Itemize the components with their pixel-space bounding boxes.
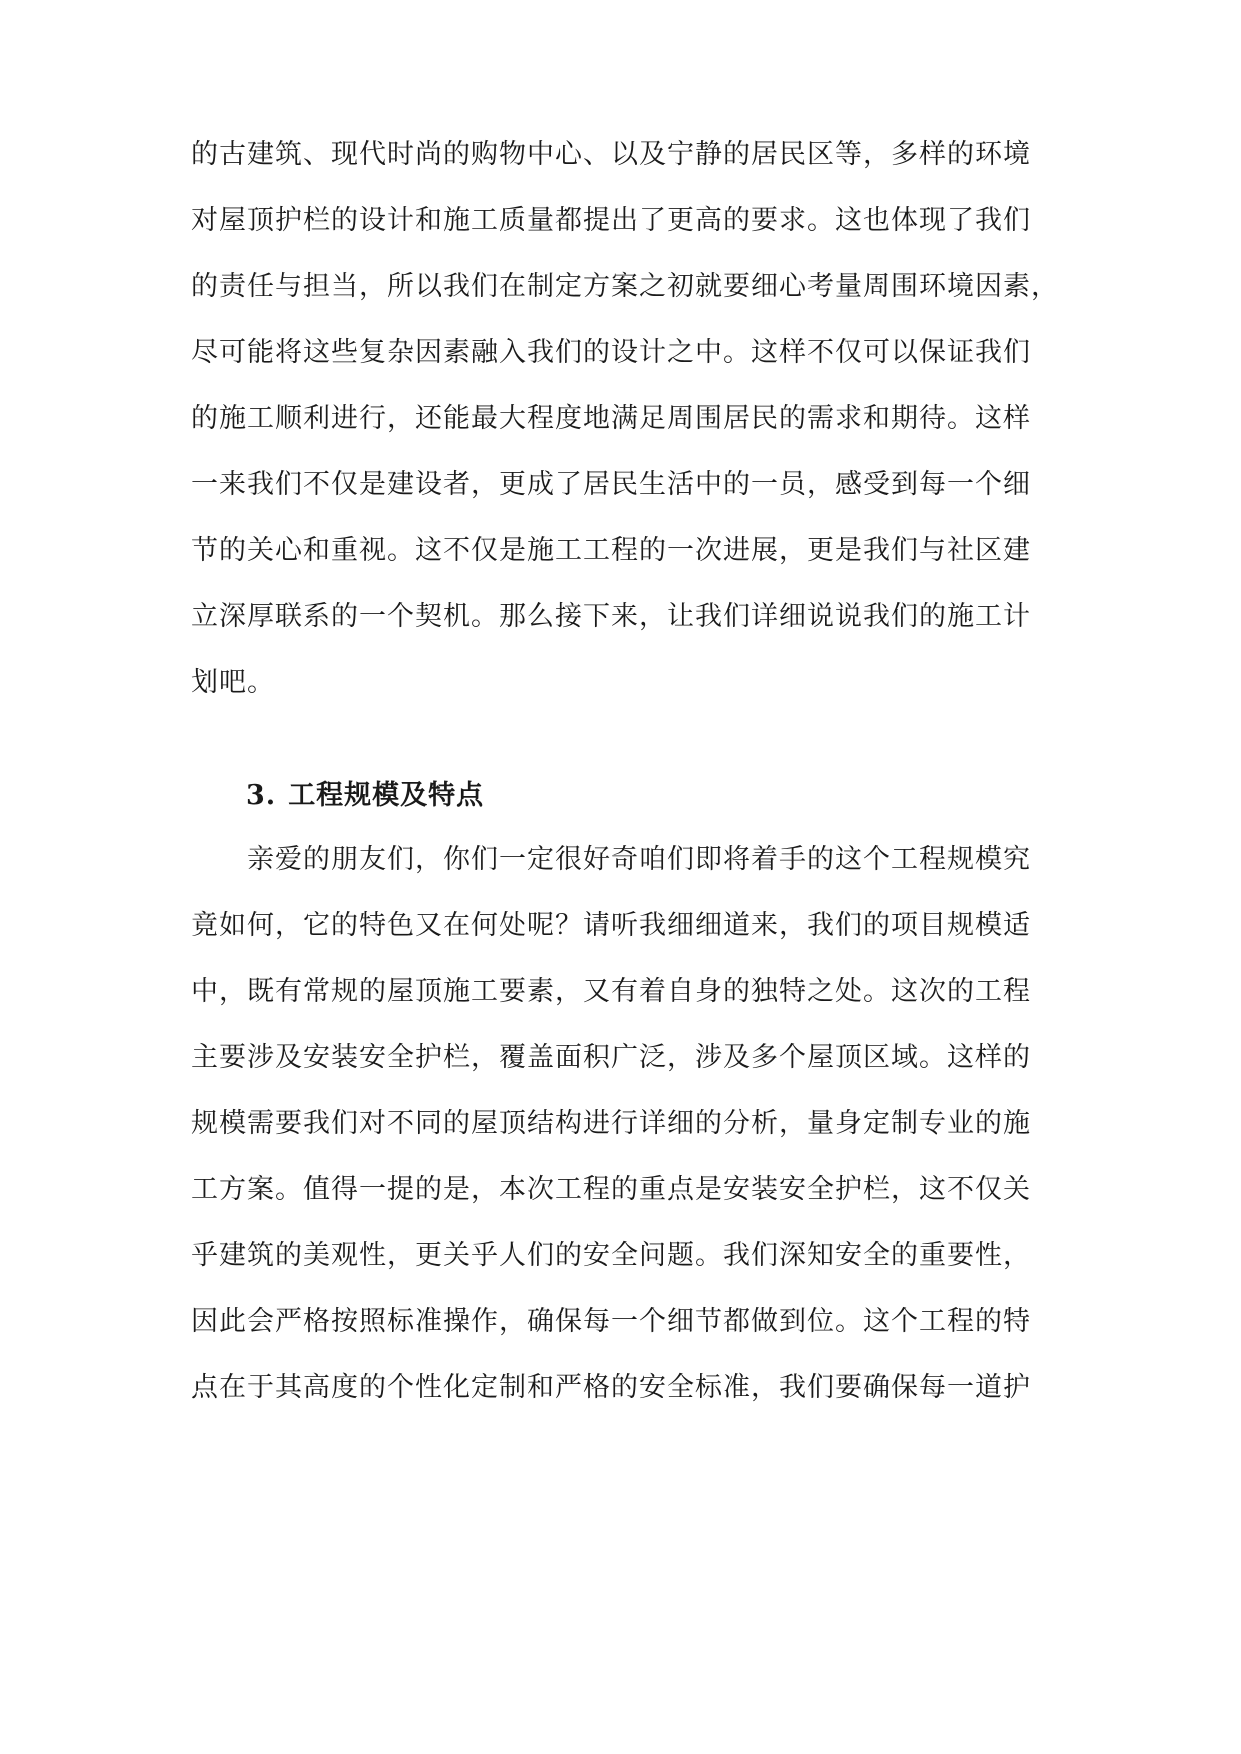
paragraph-line: 对屋顶护栏的设计和施工质量都提出了更高的要求。这也体现了我们 [191, 205, 1031, 236]
paragraph-line: 中，既有常规的屋顶施工要素，又有着自身的独特之处。这次的工程 [191, 976, 1031, 1007]
paragraph-line: 节的关心和重视。这不仅是施工工程的一次进展，更是我们与社区建 [191, 535, 1031, 566]
paragraph-line: 的古建筑、现代时尚的购物中心、以及宁静的居民区等，多样的环境 [191, 139, 1031, 170]
paragraph-line: 因此会严格按照标准操作，确保每一个细节都做到位。这个工程的特 [191, 1306, 1031, 1337]
paragraph-line: 亲爱的朋友们，你们一定很好奇咱们即将着手的这个工程规模究 [247, 844, 1031, 875]
section-title: 工程规模及特点 [288, 780, 485, 811]
section-number: 3. [246, 780, 277, 811]
paragraph-line: 竟如何，它的特色又在何处呢？请听我细细道来，我们的项目规模适 [191, 910, 1031, 941]
paragraph-line: 划吧。 [191, 667, 275, 698]
paragraph-line: 规模需要我们对不同的屋顶结构进行详细的分析，量身定制专业的施 [191, 1108, 1031, 1139]
paragraph-line: 主要涉及安装安全护栏，覆盖面积广泛，涉及多个屋顶区域。这样的 [191, 1042, 1031, 1073]
paragraph-line: 一来我们不仅是建设者，更成了居民生活中的一员，感受到每一个细 [191, 469, 1031, 500]
paragraph-line: 点在于其高度的个性化定制和严格的安全标准，我们要确保每一道护 [191, 1372, 1031, 1403]
paragraph-line: 的施工顺利进行，还能最大程度地满足周围居民的需求和期待。这样 [191, 403, 1031, 434]
section-heading [246, 778, 484, 814]
paragraph-line: 尽可能将这些复杂因素融入我们的设计之中。这样不仅可以保证我们 [191, 337, 1031, 368]
paragraph-line: 工方案。值得一提的是，本次工程的重点是安装安全护栏，这不仅关 [191, 1174, 1031, 1205]
paragraph-line: 的责任与担当，所以我们在制定方案之初就要细心考量周围环境因素， [191, 271, 1059, 302]
paragraph-line: 乎建筑的美观性，更关乎人们的安全问题。我们深知安全的重要性， [191, 1240, 1031, 1271]
paragraph-line: 立深厚联系的一个契机。那么接下来，让我们详细说说我们的施工计 [191, 601, 1031, 632]
